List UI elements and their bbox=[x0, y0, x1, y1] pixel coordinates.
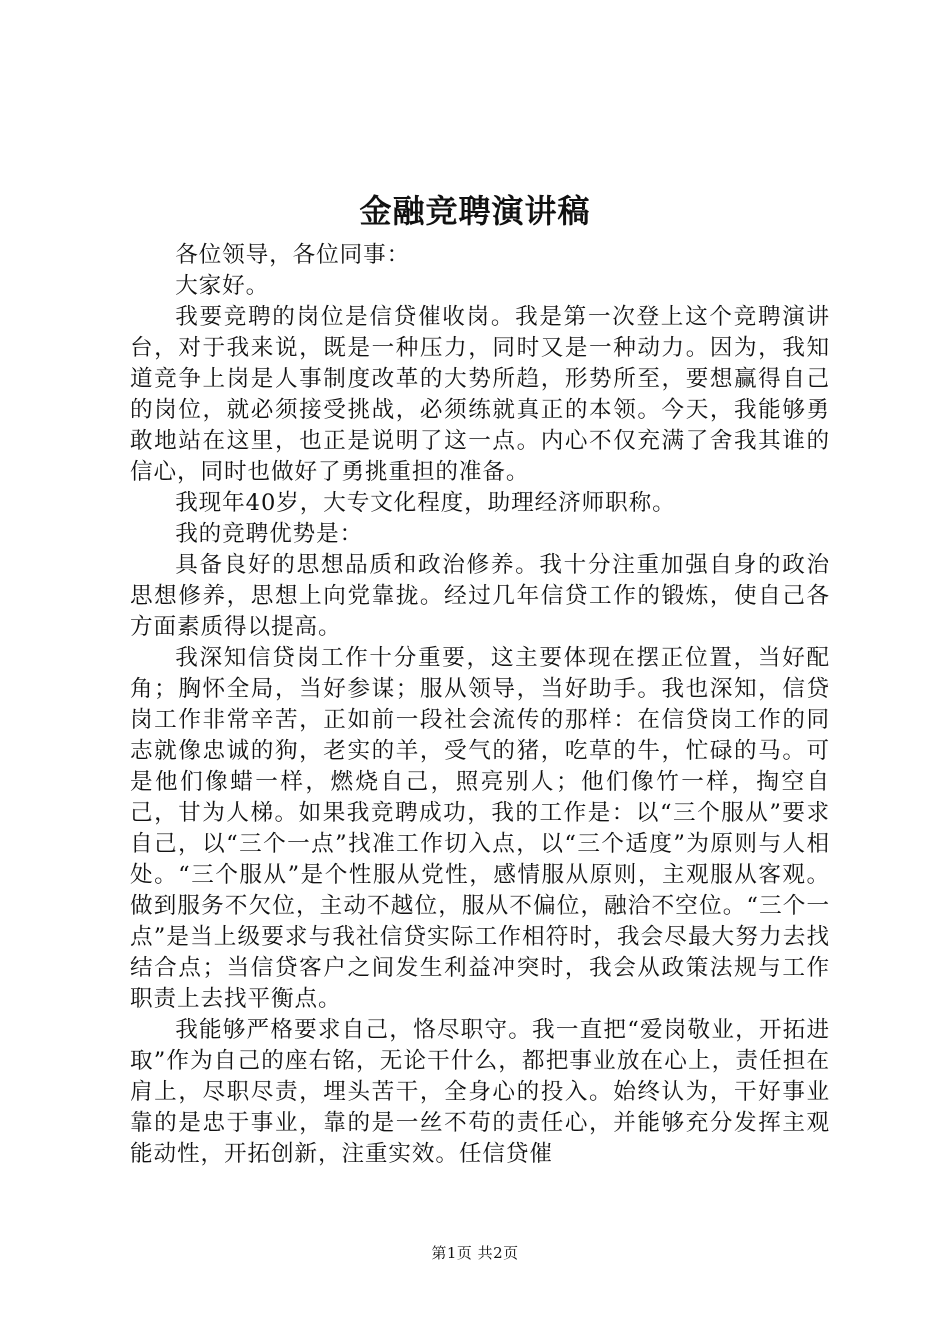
body-paragraph: 我要竞聘的岗位是信贷催收岗。我是第一次登上这个竞聘演讲台，对于我来说，既是一种压力，同时又是一种动力。因为，我知道竞争上岗是人事制度改革的大势所趋，形势所至，要想赢得自己的岗位，就必须接受挑战，必须练就真正的本领。今天，我能够勇敢地站在这里，也正是说明了这一点。内心不仅充满了舍我其谁的信心，同时也做好了勇挑重担的准备。 bbox=[130, 304, 830, 485]
body-paragraph: 我深知信贷岗工作十分重要，这主要体现在摆正位置，当好配角；胸怀全局，当好参谋；服从领导，当好助手。我也深知，信贷岗工作非常辛苦，正如前一段社会流传的那样：在信贷岗工作的同志就像忠诚的狗，老实的羊，受气的猪，吃草的牛，忙碌的马。可是他们像蜡一样，燃烧自己，照亮别人；他们像竹一样，掏空自己，甘为人梯。如果我竞聘成功，我的工作是：以“三个服从”要求自己，以“三个一点”找准工作切入点，以“三个适度”为原则与人相处。“三个服从”是个性服从党性，感情服从原则，主观服从客观。做到服务不欠位，主动不越位，服从不偏位，融洽不空位。“三个一点”是当上级要求与我社信贷实际工作相符时，我会尽最大努力去找结合点；当信贷客户之间发生利益冲突时，我会从政策法规与工作职责上去找平衡点。 bbox=[130, 645, 830, 1012]
body-paragraph: 我能够严格要求自己，恪尽职守。我一直把“爱岗敬业，开拓进取”作为自己的座右铭，无论干什么，都把事业放在心上，责任担在肩上，尽职尽责，埋头苦干，全身心的投入。始终认为，干好事业靠的是忠于事业，靠的是一丝不苟的责任心，并能够充分发挥主观能动性，开拓创新，注重实效。任信贷催 bbox=[130, 1017, 830, 1167]
body-paragraph: 具备良好的思想品质和政治修养。我十分注重加强自身的政治思想修养，思想上向党靠拢。经过几年信贷工作的锻炼，使自己各方面素质得以提高。 bbox=[130, 552, 830, 640]
document-body bbox=[130, 240, 830, 1170]
body-paragraph: 我的竞聘优势是： bbox=[175, 521, 364, 547]
document-title: 金融竞聘演讲稿 bbox=[359, 192, 591, 230]
greeting-paragraph: 大家好。 bbox=[175, 273, 270, 299]
salutation-paragraph: 各位领导，各位同事： bbox=[175, 242, 411, 268]
page-number-footer: 第1页 共2页 bbox=[431, 1244, 519, 1262]
body-paragraph: 我现年40岁，大专文化程度，助理经济师职称。 bbox=[175, 490, 676, 516]
